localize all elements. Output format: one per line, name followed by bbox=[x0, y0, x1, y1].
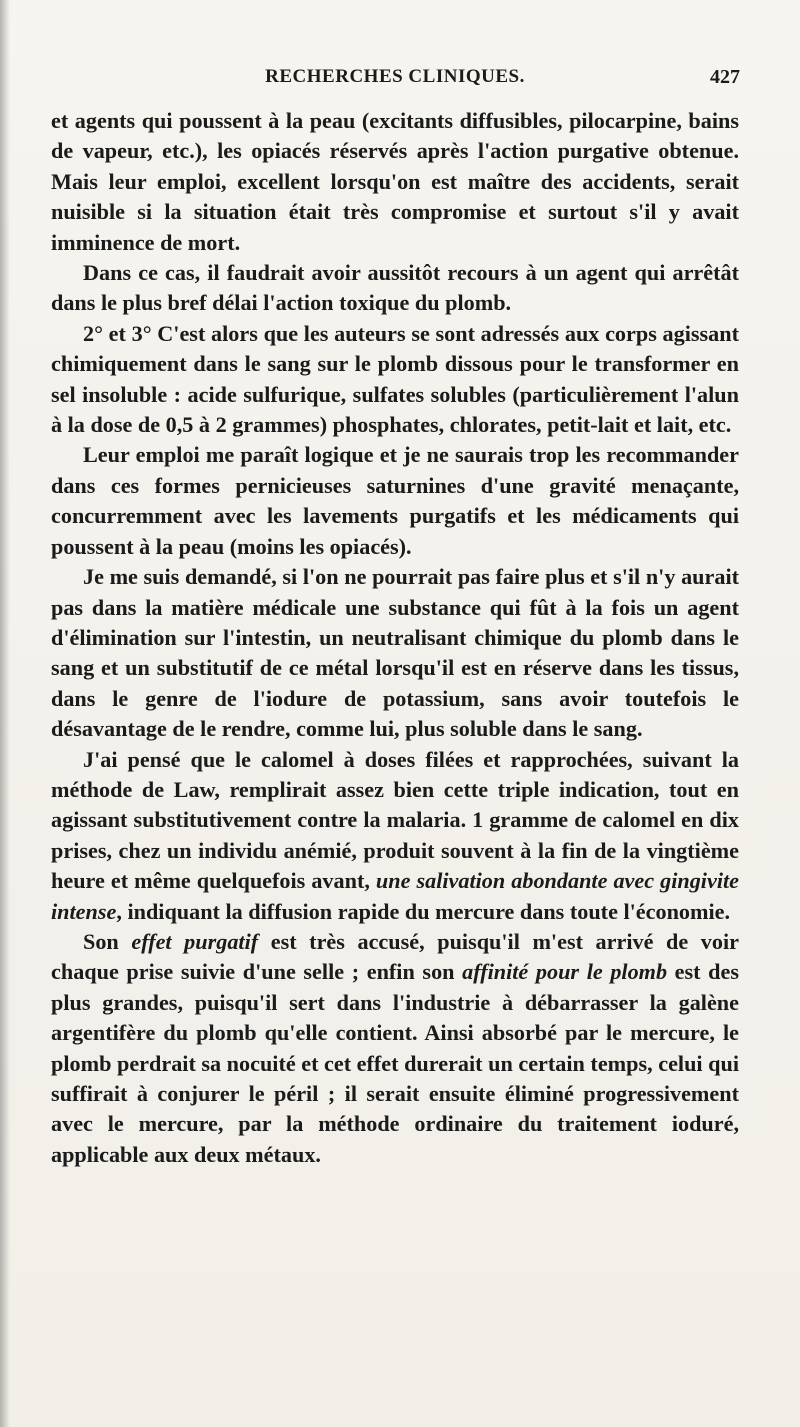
running-head: RECHERCHES CLINIQUES. bbox=[265, 66, 525, 87]
body-text bbox=[51, 106, 739, 1170]
paragraph-7-italic-a: effet purgatif bbox=[131, 928, 259, 954]
paragraph-7 bbox=[51, 927, 739, 1170]
paragraph-6 bbox=[51, 745, 739, 927]
paragraph-7-italic-b: affinité pour le plomb bbox=[462, 959, 668, 985]
paragraph-2: Dans ce cas, il faudrait avoir aussitôt recours à un agent qui arrêtât dans le plus bref délai l'action toxique du plomb. bbox=[51, 260, 739, 316]
paragraph-4: Leur emploi me paraît logique et je ne saurais trop les recommander dans ces formes pernicieuses saturnines d'une gravité menaçante, concurremment avec les lavements purgatifs et les médicaments qui poussent à la peau (moins les opiacés). bbox=[51, 442, 739, 559]
paragraph-6-text-a: J'ai pensé que le calomel à doses filées et rapprochées, suivant la méthode de Law, remplirait assez bien cette triple indication, tout en agissant substitutivement contre la malaria. 1 gramme de calomel en dix prises, chez un individu anémié, produit souvent à la fin de la vingtième heure et même quelquefois avant, bbox=[51, 746, 739, 894]
page-number: 427 bbox=[710, 66, 740, 88]
paragraph-7-text-c: est des plus grandes, puisqu'il sert dans l'industrie à débarrasser la galène argentifère du plomb qu'elle contient. Ainsi absorbé par le mercure, le plomb perdrait sa nocuité et cet effet durerait un certain temps, celui qui suffirait à conjurer le péril ; il serait ensuite éliminé progressivement avec le mercure, par la méthode ordinaire du traitement ioduré, applicable aux deux métaux. bbox=[51, 959, 739, 1167]
page-binding-shadow bbox=[0, 0, 10, 1427]
paragraph-5: Je me suis demandé, si l'on ne pourrait pas faire plus et s'il n'y aurait pas dans la matière médicale une substance qui fût à la fois un agent d'élimination sur l'intestin, un neutralisant chimique du plomb dans le sang et un substitutif de ce métal lorsqu'il est en réserve dans les tissus, dans le genre de l'iodure de potassium, sans avoir toutefois le désavantage de le rendre, comme lui, plus soluble dans le sang. bbox=[51, 564, 739, 742]
paragraph-6-italic: une salivation abondante avec gingivite intense bbox=[51, 868, 739, 924]
paragraph-1: et agents qui poussent à la peau (excitants diffusibles, pilocarpine, bains de vapeur, etc.), les opiacés réservés après l'action purgative obtenue. Mais leur emploi, excellent lorsqu'on est maître des accidents, serait nuisible si la situation était très compromise et surtout s'il y avait imminence de mort. bbox=[51, 108, 739, 255]
page-header bbox=[50, 66, 740, 96]
paragraph-7-text-b: est très accusé, puisqu'il m'est arrivé de voir chaque prise suivie d'une selle ; enfin son bbox=[51, 928, 739, 985]
paragraph-6-text-b: , indiquant la diffusion rapide du mercure dans toute l'économie. bbox=[116, 898, 731, 924]
paragraph-7-text-a: Son bbox=[83, 928, 132, 954]
paragraph-3: 2° et 3° C'est alors que les auteurs se sont adressés aux corps agissant chimiquement dans le sang sur le plomb dissous pour le transformer en sel insoluble : acide sulfurique, sulfates solubles (particulièrement l'alun à la dose de 0,5 à 2 grammes) phosphates, chlorates, petit-lait et lait, etc. bbox=[51, 320, 739, 438]
